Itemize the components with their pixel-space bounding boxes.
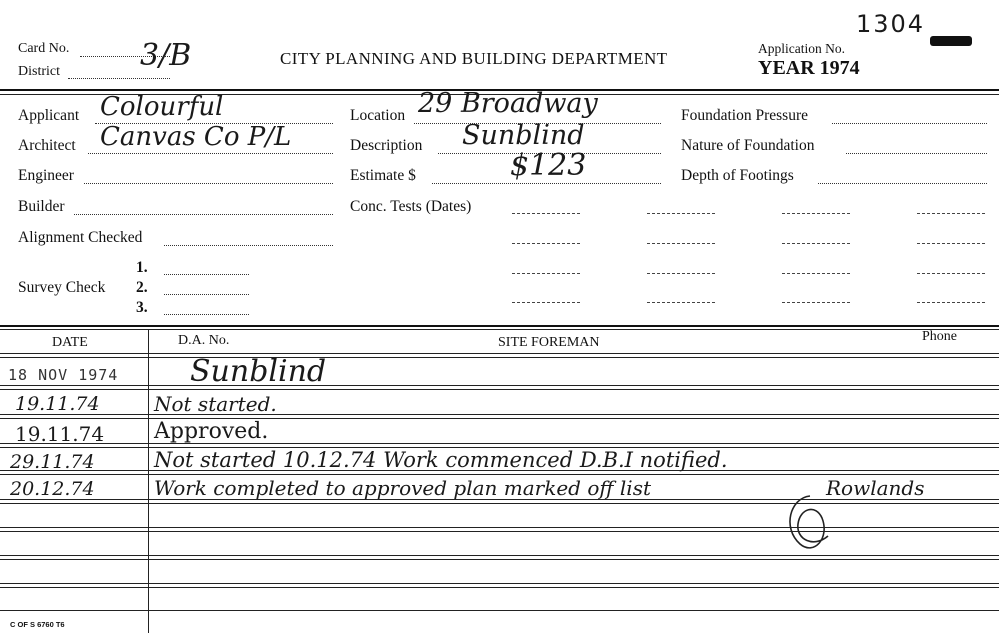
builder-label: Builder [18,198,65,215]
nature-foundation-label: Nature of Foundation [681,137,815,154]
row-line [0,559,999,560]
row-line [0,587,999,588]
alignment-line [164,245,333,246]
row-line [0,385,999,386]
conc-tests-label: Conc. Tests (Dates) [350,198,472,215]
conc-test-slot [782,273,850,274]
entry-text: Sunblind [190,354,327,389]
row-line [0,353,999,354]
entry-date: 29.11.74 [10,451,95,473]
row-line [0,418,999,419]
col-da-header: D.A. No. [178,333,230,348]
foundation-pressure-label: Foundation Pressure [681,107,809,124]
year-label: YEAR 1974 [758,57,860,79]
struck-out-mark [930,36,972,46]
location-label: Location [350,107,406,124]
conc-test-slot [647,302,715,303]
entry-text: Work completed to approved plan marked off list [154,476,652,500]
conc-test-slot [512,213,580,214]
conc-test-slot [512,273,580,274]
application-number: 1304 [856,10,926,38]
entry-date: 19.11.74 [15,422,105,446]
foundation-pressure-line [832,123,987,124]
card-no-value: 3/B [140,38,192,73]
estimate-line [432,183,661,184]
conc-test-slot [647,213,715,214]
conc-test-slot [917,243,985,244]
location-value: 29 Broadway [418,88,598,119]
estimate-label: Estimate $ [350,167,416,184]
architect-line [88,153,333,154]
survey-line-1 [164,274,249,275]
builder-line [74,214,333,215]
col-foreman-header: SITE FOREMAN [498,335,600,350]
row-line [0,474,999,475]
row-line [0,357,999,358]
description-value: Sunblind [462,120,585,151]
conc-test-slot [647,273,715,274]
survey-line-3 [164,314,249,315]
col-phone-header: Phone [922,329,957,344]
conc-test-slot [782,243,850,244]
conc-test-slot [917,273,985,274]
architect-value: Canvas Co P/L [100,122,292,152]
district-label: District [18,64,60,79]
survey-number-3: 3. [136,299,148,316]
survey-line-2 [164,294,249,295]
applicant-value: Colourful [100,92,224,122]
description-label: Description [350,137,423,154]
entry-date: 20.12.74 [10,478,95,500]
conc-test-slot [917,302,985,303]
entry-text: Not started. [154,392,277,416]
signature-flourish [770,488,850,558]
engineer-line [84,183,333,184]
depth-footings-label: Depth of Footings [681,167,794,184]
entry-text: Approved. [154,419,269,444]
application-no-label: Application No. [758,41,845,56]
form-code: C OF S 6760 T6 [10,620,65,629]
nature-foundation-line [846,153,987,154]
col-date-header: DATE [52,335,88,350]
signature: Rowlands [826,476,925,500]
depth-footings-line [818,183,987,184]
department-title: CITY PLANNING AND BUILDING DEPARTMENT [280,49,668,68]
conc-test-slot [647,243,715,244]
alignment-label: Alignment Checked [18,229,143,246]
row-line [0,443,999,444]
conc-test-slot [917,213,985,214]
entry-date-stamp: 18 NOV 1974 [8,366,119,384]
architect-label: Architect [18,137,76,154]
survey-number-1: 1. [136,259,148,276]
conc-test-slot [782,213,850,214]
table-rule-top-inner [0,329,999,330]
applicant-label: Applicant [18,107,80,124]
card-no-label: Card No. [18,41,70,56]
survey-number-2: 2. [136,279,148,296]
conc-test-slot [782,302,850,303]
row-line [0,389,999,390]
entry-date: 19.11.74 [15,393,100,415]
conc-test-slot [512,243,580,244]
row-line [0,414,999,415]
survey-label: Survey Check [18,279,106,296]
conc-test-slot [512,302,580,303]
estimate-value: $123 [510,148,587,183]
engineer-label: Engineer [18,167,74,184]
table-rule-top [0,325,999,327]
district-line [68,78,170,79]
row-line [0,610,999,611]
row-line [0,583,999,584]
entry-text: Not started 10.12.74 Work commenced D.B.I notified. [154,448,728,472]
